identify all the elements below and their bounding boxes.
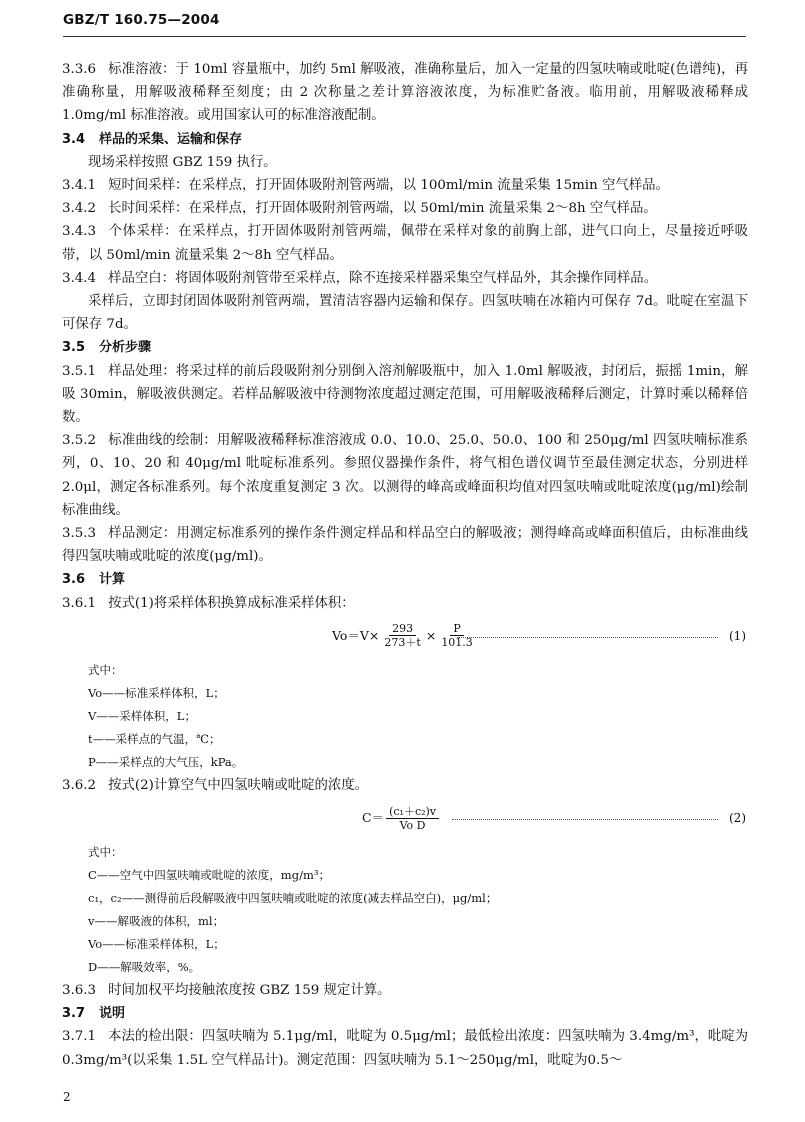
section-3-4-2 (62, 197, 748, 220)
section-3-4-1 (62, 174, 748, 197)
clause-text: 标准溶液：于 10ml 容量瓶中，加约 5ml 解吸液，准确称量后，加入一定量的四氢呋喃或吡啶(色谱纯)，再准确称量，用解吸液稀释至刻度；由 2 次称量之差计算溶液浓度，为标准贮备液。临用前，用解吸液稀释成 1.0mg/ml 标准溶液。或用国家认可的标准溶液配制。 (62, 62, 748, 124)
fraction-denominator: Vo D (399, 818, 426, 832)
heading-text: 分析步骤 (99, 340, 152, 356)
formula-1-legend (62, 659, 748, 774)
clause-number: 3.7.1 (62, 1029, 97, 1045)
legend-item: t——采样点的气温，℃； (88, 731, 221, 746)
clause-text: 样品空白：将固体吸附剂管带至采样点，除不连接采样器采集空气样品外，其余操作同样品。 (108, 270, 658, 286)
fraction-denominator: 101.3 (441, 636, 473, 650)
legend-item: C——空气中四氢呋喃或吡啶的浓度，mg/m³； (88, 868, 330, 883)
clause-number: 3.4.2 (62, 201, 97, 217)
section-3-7-1 (62, 1025, 748, 1071)
clause-number: 3.4.4 (62, 270, 97, 286)
clause-number: 3.4.1 (62, 178, 97, 194)
legend-item: v——解吸液的体积，ml； (88, 914, 225, 929)
fraction-denominator: 273＋t (384, 636, 421, 650)
clause-text: 本法的检出限：四氢呋喃为 5.1μg/ml，吡啶为 0.5μg/ml；最低检出浓度：四氢呋喃为 3.4mg/m³，吡啶为 0.3mg/m³(以采集 1.5L 空气样品计)。测定范围：四氢呋喃为 5.1～250μg/ml，吡啶为0.5～ (62, 1029, 749, 1068)
legend-item: c₁，c₂——测得前后段解吸液中四氢呋喃或吡啶的浓度(减去样品空白)，μg/ml； (88, 891, 498, 906)
legend-item: V——采样体积，L； (88, 708, 196, 723)
clause-number: 3.5.2 (62, 433, 97, 449)
section-3-6-3 (62, 979, 748, 1002)
fraction-numerator: (c₁＋c₂)v (386, 805, 439, 819)
document-body (62, 58, 748, 1072)
header-rule (63, 36, 746, 37)
heading-text: 说明 (99, 1006, 126, 1022)
heading-3-7 (62, 1002, 748, 1025)
formula-1-fraction-temperature (381, 622, 423, 649)
clause-text: 样品处理：将采过样的前后段吸附剂分别倒入溶剂解吸瓶中，加入 1.0ml 解吸液，封闭后，振摇 1min，解吸 30min，解吸液供测定。若样品解吸液中待测物浓度超过测定范围，可用解吸液稀释后测定，计算时乘以稀释倍数。 (62, 363, 748, 426)
formula-2-expression (362, 801, 441, 835)
formula-1 (62, 619, 748, 653)
formula-2-fraction (386, 805, 439, 832)
section-3-4-4 (62, 267, 748, 290)
section-3-6-1 (62, 592, 748, 615)
clause-text: 长时间采样：在采样点，打开固体吸附剂管两端，以 50ml/min 流量采集 2～8h 空气样品。 (108, 201, 657, 217)
standard-code: GBZ/T 160.75—2004 (63, 12, 220, 28)
clause-number: 3.4.3 (62, 224, 97, 240)
clause-number: 3.5.3 (62, 526, 97, 542)
clause-number: 3.6.2 (62, 777, 97, 793)
formula-1-expression (332, 619, 478, 653)
paragraph-3-4-intro: 现场采样按照 GBZ 159 执行。 (88, 154, 277, 170)
formula-1-lhs: Vo＝V× (332, 628, 380, 644)
dot-leader (457, 627, 718, 638)
fraction-numerator: P (450, 622, 463, 636)
heading-number: 3.5 (62, 340, 86, 356)
heading-number: 3.6 (62, 572, 86, 588)
heading-3-5 (62, 336, 748, 359)
equation-number-2: (2) (729, 811, 746, 826)
paragraph-storage: 采样后，立即封闭固体吸附剂管两端，置清洁容器内运输和保存。四氢呋喃在冰箱内可保存 7d。吡啶在室温下可保存 7d。 (62, 294, 748, 333)
dot-leader (452, 809, 718, 820)
clause-number: 3.5.1 (62, 363, 97, 379)
legend-title: 式中： (88, 662, 123, 677)
section-3-6-2 (62, 774, 748, 797)
formula-2 (62, 801, 748, 835)
clause-text: 标准曲线的绘制：用解吸液稀释标准溶液成 0.0、10.0、25.0、50.0、100 和 250μg/ml 四氢呋喃标准系列，0、10、20 和 40μg/ml 吡啶标准系列。参照仪器操作条件，将气相色谱仪调节至最佳测定状态，分别进样 2.0μl，测定各标准系列。每个浓度重复测定 3 次。以测得的峰高或峰面积均值对四氢呋喃或吡啶浓度(μg/ml)绘制标准曲线。 (62, 433, 748, 518)
formula-2-legend (62, 841, 748, 979)
legend-item: Vo——标准采样体积，L； (88, 937, 225, 952)
heading-text: 计算 (99, 572, 126, 588)
equation-number-1: (1) (729, 628, 746, 643)
legend-item: P——采样点的大气压，kPa。 (88, 754, 244, 769)
clause-text: 按式(1)将采样体积换算成标准采样体积： (108, 595, 355, 611)
heading-number: 3.7 (62, 1006, 86, 1022)
clause-text: 短时间采样：在采样点，打开固体吸附剂管两端，以 100ml/min 流量采集 15min 空气样品。 (108, 178, 669, 194)
heading-number: 3.4 (62, 131, 86, 147)
formula-2-lhs: C＝ (362, 810, 385, 826)
page-number: 2 (63, 1090, 71, 1104)
clause-text: 按式(2)计算空气中四氢呋喃或吡啶的浓度。 (108, 777, 369, 793)
section-3-3-6 (62, 58, 748, 128)
heading-3-6 (62, 568, 748, 591)
legend-title: 式中： (88, 845, 123, 860)
legend-item: Vo——标准采样体积，L； (88, 685, 225, 700)
clause-text: 样品测定：用测定标准系列的操作条件测定样品和样品空白的解吸液；测得峰高或峰面积值后，由标准曲线得四氢呋喃或吡啶的浓度(μg/ml)。 (62, 526, 748, 565)
clause-text: 时间加权平均接触浓度按 GBZ 159 规定计算。 (108, 983, 391, 999)
legend-item: D——解吸效率，%。 (88, 960, 201, 975)
section-3-4-3 (62, 220, 748, 266)
clause-text: 个体采样：在采样点，打开固体吸附剂管两端，佩带在采样对象的前胸上部，进气口向上，尽量接近呼吸带，以 50ml/min 流量采集 2～8h 空气样品。 (62, 224, 748, 263)
section-3-5-2 (62, 429, 748, 522)
clause-number: 3.3.6 (62, 62, 97, 77)
formula-1-times: × (425, 628, 437, 644)
section-3-5-1 (62, 360, 748, 430)
heading-3-4 (62, 128, 748, 151)
section-3-5-3 (62, 522, 748, 568)
clause-number: 3.6.3 (62, 983, 97, 999)
heading-text: 样品的采集、运输和保存 (99, 131, 243, 147)
clause-number: 3.6.1 (62, 595, 97, 611)
fraction-numerator: 293 (389, 622, 416, 636)
